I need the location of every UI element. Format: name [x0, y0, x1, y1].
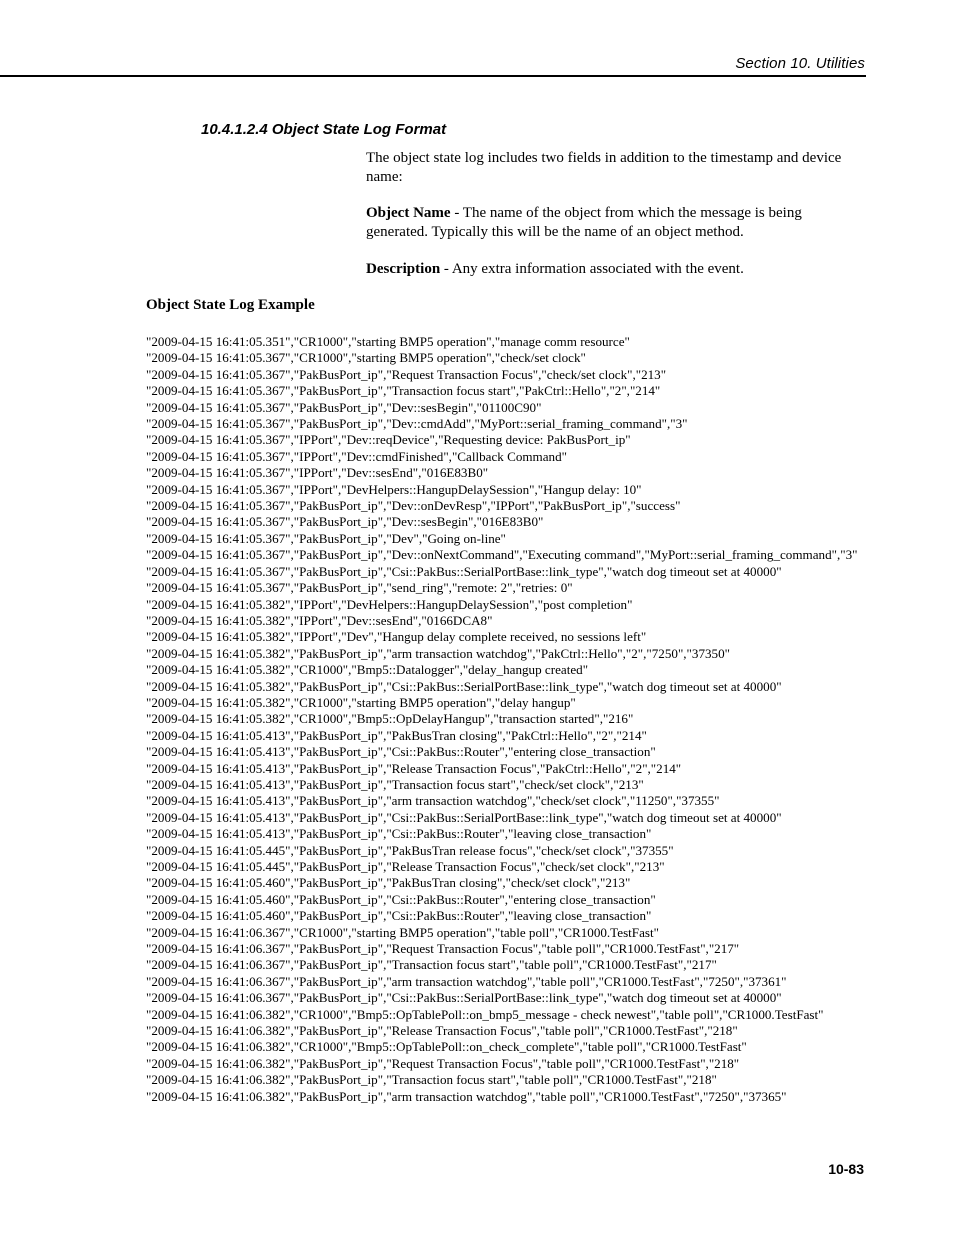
log-line: "2009-04-15 16:41:05.367","PakBusPort_ip","Dev::sesBegin","01100C90" [146, 399, 542, 415]
log-line: "2009-04-15 16:41:05.367","PakBusPort_ip","Transaction focus start","PakCtrl::Hello","2","214" [146, 383, 661, 399]
log-line: "2009-04-15 16:41:06.382","CR1000","Bmp5::OpTablePoll::on_check_complete","table poll","CR1000.TestFast" [146, 1039, 747, 1055]
field-term: Object Name [366, 205, 451, 221]
log-line: "2009-04-15 16:41:05.413","PakBusPort_ip","Csi::PakBus::Router","leaving close_transaction" [146, 826, 652, 842]
field-definition-description [366, 260, 866, 279]
log-line: "2009-04-15 16:41:05.460","PakBusPort_ip","PakBusTran closing","check/set clock","213" [146, 875, 631, 891]
log-line: "2009-04-15 16:41:05.367","PakBusPort_ip","Dev::cmdAdd","MyPort::serial_framing_command","3" [146, 416, 688, 432]
log-line: "2009-04-15 16:41:05.460","PakBusPort_ip","Csi::PakBus::Router","leaving close_transaction" [146, 908, 652, 924]
log-line: "2009-04-15 16:41:06.367","PakBusPort_ip","arm transaction watchdog","table poll","CR1000.TestFast","7250","37361" [146, 973, 787, 989]
log-line: "2009-04-15 16:41:05.367","IPPort","DevHelpers::HangupDelaySession","Hangup delay: 10" [146, 481, 642, 497]
log-line: "2009-04-15 16:41:05.367","PakBusPort_ip","Dev::sesBegin","016E83B0" [146, 514, 544, 530]
log-line: "2009-04-15 16:41:05.367","PakBusPort_ip","Dev::onNextCommand","Executing command","MyPort::serial_framing_command","3" [146, 547, 858, 563]
log-line: "2009-04-15 16:41:05.382","CR1000","starting BMP5 operation","delay hangup" [146, 694, 576, 710]
intro-paragraph [366, 149, 866, 187]
section-title: Section 10. Utilities [735, 55, 865, 72]
log-line: "2009-04-15 16:41:05.445","PakBusPort_ip","PakBusTran release focus","check/set clock","37355" [146, 842, 674, 858]
log-line: "2009-04-15 16:41:05.382","IPPort","Dev","Hangup delay complete received, no sessions left" [146, 629, 647, 645]
log-line: "2009-04-15 16:41:06.382","PakBusPort_ip","arm transaction watchdog","table poll","CR1000.TestFast","7250","37365" [146, 1088, 787, 1104]
log-line: "2009-04-15 16:41:05.413","PakBusPort_ip","Transaction focus start","check/set clock","213" [146, 776, 644, 792]
log-line: "2009-04-15 16:41:05.413","PakBusPort_ip","Csi::PakBus::SerialPortBase::link_type","watch dog timeout set at 40000" [146, 809, 782, 825]
header-rule [0, 75, 866, 77]
field-definition: - The name of the object from which the message is being generated. Typically this will be the name of an object method. [366, 205, 802, 240]
log-line: "2009-04-15 16:41:06.367","PakBusPort_ip","Transaction focus start","table poll","CR1000.TestFast","217" [146, 957, 717, 973]
field-definition-object-name [366, 204, 866, 242]
log-line: "2009-04-15 16:41:05.382","IPPort","DevHelpers::HangupDelaySession","post completion" [146, 596, 633, 612]
log-line: "2009-04-15 16:41:05.460","PakBusPort_ip","Csi::PakBus::Router","entering close_transaction" [146, 891, 656, 907]
log-example-list [146, 334, 857, 1105]
log-line: "2009-04-15 16:41:05.382","PakBusPort_ip","arm transaction watchdog","PakCtrl::Hello","2","7250","37350" [146, 645, 730, 661]
log-line: "2009-04-15 16:41:05.413","PakBusPort_ip","Csi::PakBus::Router","entering close_transaction" [146, 744, 656, 760]
log-line: "2009-04-15 16:41:06.382","PakBusPort_ip","Request Transaction Focus","table poll","CR1000.TestFast","218" [146, 1055, 740, 1071]
intro-text: The object state log includes two fields in addition to the timestamp and device name: [366, 150, 842, 185]
section-heading: 10.4.1.2.4 Object State Log Format [201, 121, 447, 138]
log-line: "2009-04-15 16:41:05.351","CR1000","starting BMP5 operation","manage comm resource" [146, 334, 630, 349]
log-line: "2009-04-15 16:41:05.367","PakBusPort_ip","Dev","Going on-line" [146, 530, 506, 546]
example-heading: Object State Log Example [146, 297, 315, 313]
log-line: "2009-04-15 16:41:06.382","PakBusPort_ip","Transaction focus start","table poll","CR1000.TestFast","218" [146, 1072, 717, 1088]
log-line: "2009-04-15 16:41:06.382","CR1000","Bmp5::OpTablePoll::on_bmp5_message - check newest","table poll","CR1000.TestFast" [146, 1006, 824, 1022]
log-line: "2009-04-15 16:41:06.367","PakBusPort_ip","Csi::PakBus::SerialPortBase::link_type","watch dog timeout set at 40000" [146, 990, 782, 1006]
log-line: "2009-04-15 16:41:05.367","IPPort","Dev::reqDevice","Requesting device: PakBusPort_ip" [146, 432, 631, 448]
log-line: "2009-04-15 16:41:05.367","IPPort","Dev::sesEnd","016E83B0" [146, 465, 489, 481]
field-term: Description [366, 261, 441, 277]
log-line: "2009-04-15 16:41:05.367","PakBusPort_ip","Request Transaction Focus","check/set clock","213" [146, 366, 667, 382]
log-line: "2009-04-15 16:41:05.413","PakBusPort_ip","PakBusTran closing","PakCtrl::Hello","2","214" [146, 727, 647, 743]
log-line: "2009-04-15 16:41:05.382","CR1000","Bmp5::OpDelayHangup","transaction started","216" [146, 711, 634, 727]
log-line: "2009-04-15 16:41:05.413","PakBusPort_ip","Release Transaction Focus","PakCtrl::Hello","2","214" [146, 760, 682, 776]
log-line: "2009-04-15 16:41:05.382","PakBusPort_ip","Csi::PakBus::SerialPortBase::link_type","watch dog timeout set at 40000" [146, 678, 782, 694]
log-line: "2009-04-15 16:41:06.382","PakBusPort_ip","Release Transaction Focus","table poll","CR1000.TestFast","218" [146, 1023, 738, 1039]
log-line: "2009-04-15 16:41:05.413","PakBusPort_ip","arm transaction watchdog","check/set clock","11250","37355" [146, 793, 720, 809]
log-line: "2009-04-15 16:41:05.367","CR1000","starting BMP5 operation","check/set clock" [146, 350, 586, 366]
log-line: "2009-04-15 16:41:05.382","IPPort","Dev::sesEnd","0166DCA8" [146, 612, 493, 628]
log-line: "2009-04-15 16:41:05.367","IPPort","Dev::cmdFinished","Callback Command" [146, 448, 567, 464]
log-line: "2009-04-15 16:41:06.367","PakBusPort_ip","Request Transaction Focus","table poll","CR1000.TestFast","217" [146, 941, 740, 957]
page-number: 10-83 [828, 1161, 864, 1177]
log-line: "2009-04-15 16:41:05.382","CR1000","Bmp5::Datalogger","delay_hangup created" [146, 662, 589, 678]
log-line: "2009-04-15 16:41:05.367","PakBusPort_ip","Csi::PakBus::SerialPortBase::link_type","watch dog timeout set at 40000" [146, 563, 782, 579]
log-line: "2009-04-15 16:41:05.367","PakBusPort_ip","Dev::onDevResp","IPPort","PakBusPort_ip","success" [146, 498, 681, 514]
log-line: "2009-04-15 16:41:05.367","PakBusPort_ip","send_ring","remote: 2","retries: 0" [146, 580, 573, 596]
log-line: "2009-04-15 16:41:05.445","PakBusPort_ip","Release Transaction Focus","check/set clock","213" [146, 859, 665, 874]
field-definition: - Any extra information associated with the event. [440, 261, 744, 277]
log-line: "2009-04-15 16:41:06.367","CR1000","starting BMP5 operation","table poll","CR1000.TestFast" [146, 924, 659, 940]
